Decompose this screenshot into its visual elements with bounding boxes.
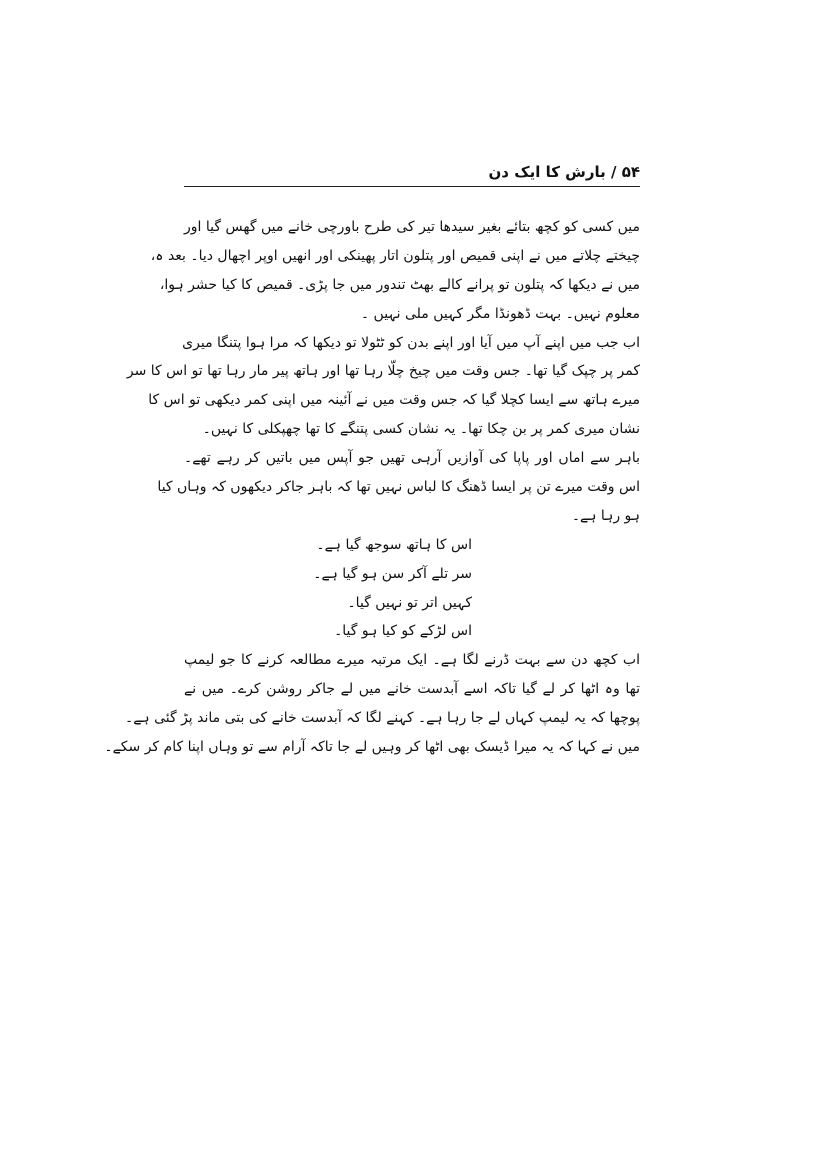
text-line: اب جب میں اپنے آپ میں آیا اور اپنے بدن کو ٹٹولا تو دیکھا کہ مرا ہوا پتنگا میری [182,334,640,351]
text-line: میں نے کہا کہ یہ میرا ڈیسک بھی اٹھا کر وہیں لے جا تاکہ آرام سے تو وہاں اپنا کام کر سکے۔ [104,739,640,756]
running-header: ۵۴ / بارش کا ایک دن [488,163,640,181]
text-line: اب کچھ دن سے بہت ڈرنے لگا ہے۔ ایک مرتبہ میرے مطالعہ کرنے کا جو لیمپ [184,652,640,669]
quoted-line: اس کا ہاتھ سوجھ گیا ہے۔ [316,536,472,553]
body-text [104,213,640,762]
quoted-line: اس لڑکے کو کیا ہو گیا۔ [334,623,472,640]
text-line: چیختے چلاتے میں نے اپنی قمیص اور پتلون اتار پھینکی اور انھیں اوپر اچھال دیا۔ بعد ہ، [150,247,640,264]
text-line: میں نے دیکھا کہ پتلون تو پرانے کالے بھٹ تندور میں جا پڑی۔ قمیص کا کیا حشر ہوا، [159,276,640,293]
text-line: میں کسی کو کچھ بتائے بغیر سیدھا تیر کی طرح باورچی خانے میں گھس گیا اور [184,219,640,235]
text-line: اس وقت میرے تن پر ایسا ڈھنگ کا لباس نہیں تھا کہ باہر جاکر دیکھوں کہ وہاں کیا [157,479,640,496]
text-line: پوچھا کہ یہ لیمپ کہاں لے جا رہا ہے۔ کہنے لگا کہ آبدست خانے کی بتی ماند پڑ گئی ہے۔ [125,710,640,727]
quoted-line: سر تلے آکر سن ہو گیا ہے۔ [313,565,472,582]
header-divider [184,186,640,187]
text-line: نشان میری کمر پر بن چکا تھا۔ یہ نشان کسی پتنگے کا تھا چھپکلی کا نہیں۔ [202,421,640,438]
text-line: باہر سے اماں اور پاپا کی آوازیں آرہی تھیں جو آپس میں باتیں کر رہے تھے۔ [184,450,640,467]
text-line: کمر پر چپک گیا تھا۔ جس وقت میں چیخ چلّا رہا تھا اور ہاتھ پیر مار رہا تھا تو اس کا سر [126,363,640,380]
text-line: ہو رہا ہے۔ [571,507,640,524]
text-line: میرے ہاتھ سے ایسا کچلا گیا کہ جس وقت میں نے آئینہ میں اپنی کمر دیکھی تو اس کا [148,392,640,409]
quoted-line: کہیں اتر تو نہیں گیا۔ [347,594,472,611]
text-line: معلوم نہیں۔ بہت ڈھونڈا مگر کہیں ملی نہیں ۔ [360,305,640,322]
text-line: تھا وہ اٹھا کر لے گیا تاکہ اسے آبدست خانے میں لے جاکر روشن کرے۔ میں نے [184,681,640,698]
